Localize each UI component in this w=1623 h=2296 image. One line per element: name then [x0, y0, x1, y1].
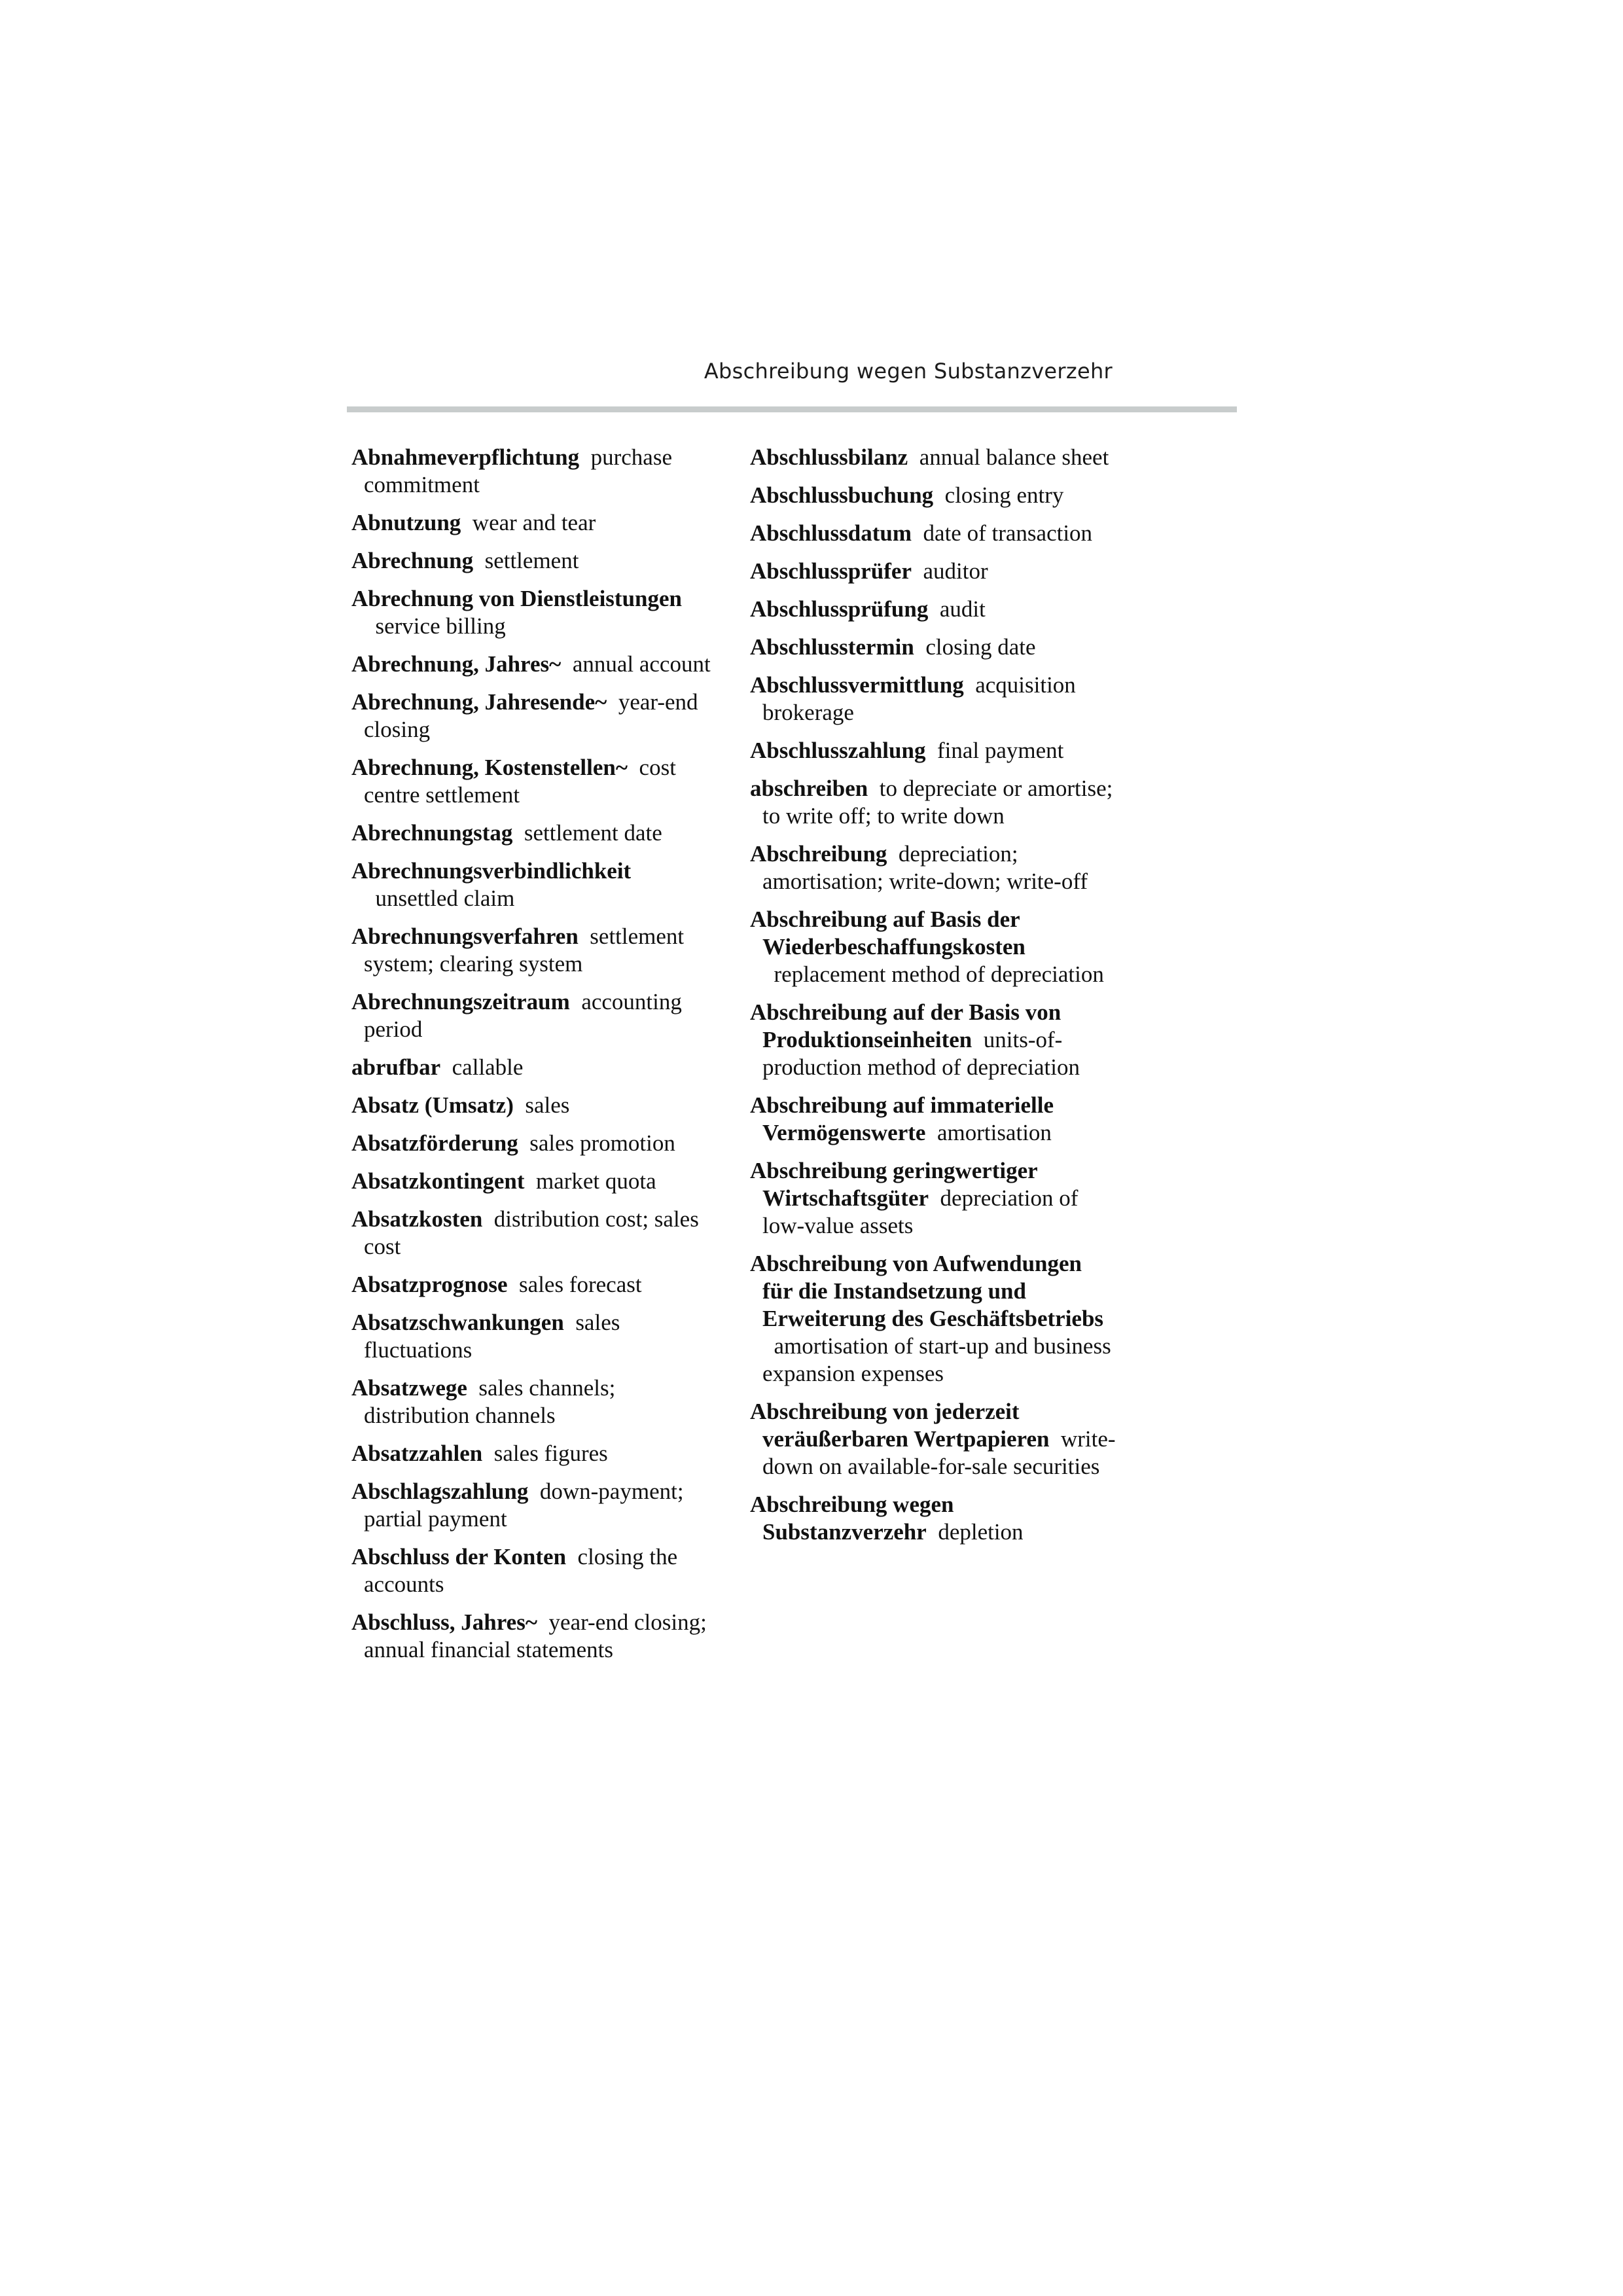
entry-term: Abnahmeverpflichtung [351, 444, 580, 470]
entry-term: Absatzprognose [351, 1272, 508, 1297]
entry-term: Abrechnungsverbindlichkeit [351, 858, 632, 884]
glossary-entry [351, 819, 718, 847]
entry-definition: closing the accounts [364, 1544, 678, 1597]
glossary-entry [351, 1609, 718, 1664]
entry-definition: amortisation of start-up and business expansion expenses [762, 1333, 1111, 1386]
glossary-entry [750, 1398, 1116, 1480]
glossary-entry [351, 1130, 718, 1157]
glossary-entry [750, 596, 1116, 623]
entry-term: Abschlagszahlung [351, 1479, 529, 1504]
glossary-entry [750, 737, 1116, 764]
entry-term: Abschreibung geringwertiger Wirtschaftsgüter [750, 1158, 1038, 1211]
entry-term: Abschreibung auf Basis der Wiederbeschaffungskosten [750, 906, 1026, 960]
entry-term: Abrechnung von Dienstleistungen [351, 586, 683, 611]
entry-term: abschreiben [750, 776, 868, 801]
entry-definition: unsettled claim [375, 886, 515, 911]
glossary-entry [750, 558, 1116, 585]
entry-definition: sales [525, 1092, 570, 1118]
glossary-entry [351, 1374, 718, 1429]
entry-definition: service billing [375, 613, 506, 639]
entry-definition: sales channels; distribution channels [364, 1375, 616, 1428]
glossary-entry [750, 1092, 1116, 1147]
glossary-entry [351, 754, 718, 809]
entry-definition: market quota [535, 1168, 656, 1194]
right-column [750, 444, 1116, 1556]
entry-term: Abschlusszahlung [750, 738, 926, 763]
glossary-entry [351, 923, 718, 978]
entry-term: abrufbar [351, 1054, 441, 1080]
entry-definition: amortisation [936, 1120, 1052, 1145]
glossary-entry [351, 1478, 718, 1533]
glossary-entry [750, 1491, 1116, 1546]
entry-definition: replacement method of depreciation [774, 961, 1104, 987]
entry-term: Abrechnungsverfahren [351, 924, 579, 949]
entry-term: Absatzzahlen [351, 1441, 483, 1466]
glossary-entry [351, 1440, 718, 1467]
entry-term: Absatzkosten [351, 1206, 483, 1232]
glossary-entry [351, 1054, 718, 1081]
entry-definition: wear and tear [472, 510, 596, 535]
glossary-entry [750, 672, 1116, 726]
entry-term: Absatzschwankungen [351, 1310, 564, 1335]
entry-definition: year-end closing; annual financial statements [364, 1609, 707, 1662]
entry-definition: callable [452, 1054, 524, 1080]
glossary-entry [750, 999, 1116, 1081]
entry-term: Abschlussbilanz [750, 444, 908, 470]
entry-term: Abschreibung wegen Substanzverzehr [750, 1492, 954, 1545]
glossary-entry [351, 585, 718, 640]
entry-definition: settlement [484, 548, 579, 573]
entry-definition: to depreciate or amortise; to write off; to write down [762, 776, 1113, 829]
glossary-entry [351, 509, 718, 537]
entry-term: Abschlusstermin [750, 634, 914, 660]
entry-term: Abschreibung auf der Basis von Produktionseinheiten [750, 999, 1061, 1052]
entry-term: Abschluss der Konten [351, 1544, 567, 1570]
left-column [351, 444, 718, 1674]
glossary-entry [351, 1309, 718, 1364]
entry-term: Abrechnungszeitraum [351, 989, 570, 1014]
entry-definition: cost centre settlement [364, 755, 676, 808]
glossary-entry [750, 906, 1116, 988]
glossary-entry [750, 840, 1116, 895]
glossary-entry [750, 775, 1116, 830]
entry-definition: write-down on available-for-sale securities [762, 1426, 1116, 1479]
entry-term: Abnutzung [351, 510, 461, 535]
entry-term: Abschlussprüfer [750, 558, 912, 584]
glossary-entry [351, 857, 718, 912]
glossary-entry [750, 1157, 1116, 1240]
glossary-entry [351, 651, 718, 678]
glossary-entry [351, 689, 718, 744]
entry-term: Absatzförderung [351, 1130, 518, 1156]
entry-term: Abschlussvermittlung [750, 672, 964, 698]
entry-definition: depreciation; amortisation; write-down; write-off [762, 841, 1088, 894]
entry-definition: closing date [925, 634, 1036, 660]
glossary-entry [750, 634, 1116, 661]
entry-definition: audit [939, 596, 986, 622]
entry-definition: acquisition brokerage [762, 672, 1076, 725]
glossary-entry [351, 444, 718, 499]
entry-definition: date of transaction [923, 520, 1093, 546]
entry-term: Abrechnung, Jahresende~ [351, 689, 607, 715]
running-head: Abschreibung wegen Substanzverzehr [704, 359, 1113, 384]
entry-term: Abrechnung, Kostenstellen~ [351, 755, 628, 780]
glossary-entry [351, 1092, 718, 1119]
entry-term: Abschreibung [750, 841, 887, 867]
entry-term: Abschluss, Jahres~ [351, 1609, 538, 1635]
entry-term: Abschlussdatum [750, 520, 912, 546]
entry-term: Abschreibung von Aufwendungen für die Instandsetzung und Erweiterung des Geschäftsbetriebs [750, 1251, 1104, 1331]
glossary-entry [351, 1168, 718, 1195]
entry-definition: sales forecast [519, 1272, 642, 1297]
entry-definition: closing entry [944, 482, 1064, 508]
glossary-entry [351, 1271, 718, 1299]
entry-definition: settlement date [524, 820, 662, 846]
entry-term: Abschreibung auf immaterielle Vermögenswerte [750, 1092, 1054, 1145]
entry-definition: year-end closing [364, 689, 698, 742]
entry-definition: annual balance sheet [919, 444, 1109, 470]
entry-term: Absatzkontingent [351, 1168, 525, 1194]
entry-definition: units-of-production method of depreciation [762, 1027, 1080, 1080]
entry-term: Abrechnung [351, 548, 474, 573]
entry-term: Absatzwege [351, 1375, 467, 1401]
entry-definition: annual account [572, 651, 711, 677]
entry-term: Abrechnungstag [351, 820, 513, 846]
glossary-entry [351, 1543, 718, 1598]
entry-definition: down-payment; partial payment [364, 1479, 684, 1532]
glossary-entry [351, 547, 718, 575]
header-rule [347, 406, 1237, 412]
entry-definition: final payment [936, 738, 1064, 763]
glossary-entry [351, 988, 718, 1043]
entry-definition: distribution cost; sales cost [364, 1206, 699, 1259]
entry-term: Abrechnung, Jahres~ [351, 651, 562, 677]
entry-definition: sales promotion [529, 1130, 675, 1156]
entry-definition: settlement system; clearing system [364, 924, 685, 977]
entry-definition: depletion [938, 1519, 1024, 1545]
entry-term: Absatz (Umsatz) [351, 1092, 514, 1118]
glossary-entry [750, 482, 1116, 509]
glossary-entry [750, 444, 1116, 471]
entry-definition: auditor [923, 558, 988, 584]
entry-definition: accounting period [364, 989, 682, 1042]
entry-definition: sales figures [493, 1441, 608, 1466]
glossary-entry [750, 520, 1116, 547]
glossary-entry [750, 1250, 1116, 1388]
entry-definition: purchase commitment [364, 444, 672, 497]
entry-term: Abschreibung von jederzeit veräußerbaren Wertpapieren [750, 1399, 1050, 1452]
entry-definition: depreciation of low-value assets [762, 1185, 1079, 1238]
glossary-entry [351, 1206, 718, 1261]
entry-term: Abschlussbuchung [750, 482, 934, 508]
entry-definition: sales fluctuations [364, 1310, 620, 1363]
entry-term: Abschlussprüfung [750, 596, 929, 622]
